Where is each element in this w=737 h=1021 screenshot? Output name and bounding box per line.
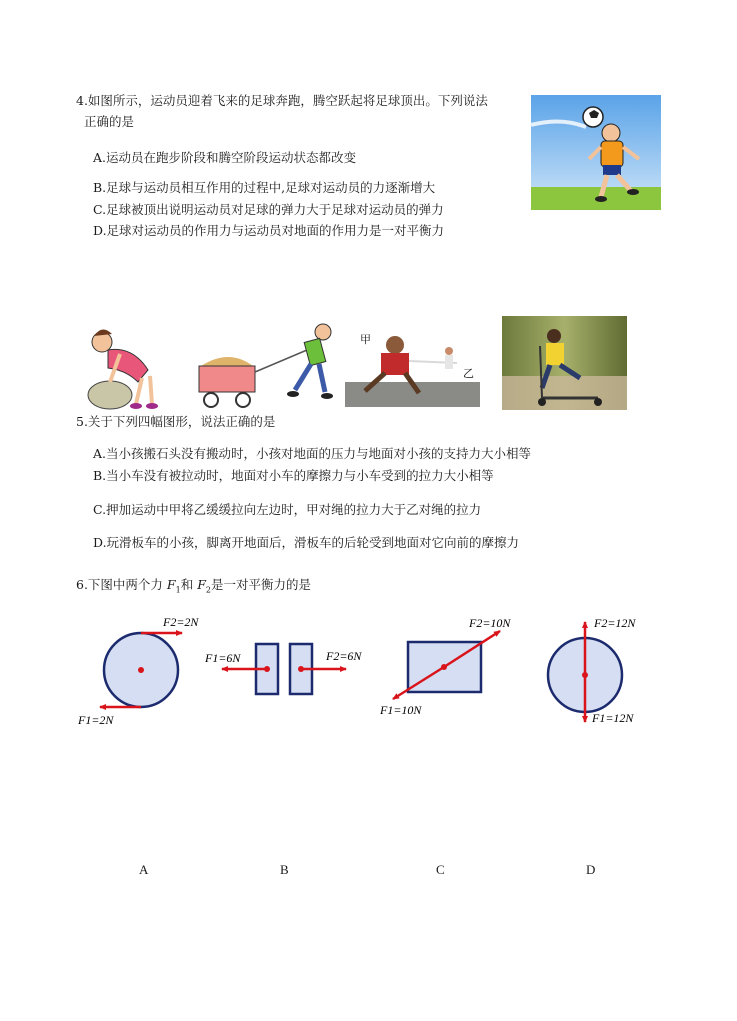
girl-lifting-stone-illustration [80, 320, 170, 412]
diagram-c-f2-label: F2=10N [469, 616, 511, 630]
q6-force-diagrams [0, 600, 737, 740]
boy-scooter-photo [502, 316, 627, 410]
diagram-b-f2-label: F2=6N [326, 649, 362, 663]
tug-label-jia: 甲 [360, 334, 371, 346]
q6-stem-f2: F [197, 577, 206, 592]
soccer-header-illustration [531, 95, 661, 210]
diagram-b [204, 644, 362, 694]
diagram-c-f1-label: F1=10N [380, 703, 422, 717]
tug-label-yi: 乙 [463, 368, 474, 380]
choice-label-a: A [139, 862, 149, 877]
q4-option-d: D.足球对运动员的作用力与运动员对地面的作用力是一对平衡力 [93, 223, 445, 238]
diagram-c [379, 616, 511, 717]
diagram-d-f2-label: F2=12N [594, 616, 636, 630]
q4-stem-line1: 4.如图所示，运动员迎着飞来的足球奔跑，腾空跃起将足球顶出。下列说法 [76, 93, 488, 108]
boy-pulling-cart-illustration [195, 320, 345, 412]
q6-stem: 6.下图中两个力 $F_1$和 $F_2$是一对平衡力的是 [76, 577, 311, 595]
diagram-a-f1-label: F1=2N [78, 713, 114, 727]
choice-label-d: D [586, 862, 596, 877]
q4-option-b: B.足球与运动员相互作用的过程中,足球对运动员的力逐渐增大 [93, 180, 436, 195]
diagram-d-f1-label: F1=12N [592, 711, 634, 725]
diagram-d [548, 616, 636, 725]
diagram-a-f2-label: F2=2N [163, 615, 199, 629]
q5-stem: 5.关于下列四幅图形，说法正确的是 [76, 414, 276, 429]
choice-label-b: B [280, 862, 289, 877]
q5-option-c: C.押加运动中甲将乙缓缓拉向左边时，甲对绳的拉力大于乙对绳的拉力 [93, 502, 482, 517]
q5-option-a: A.当小孩搬石头没有搬动时，小孩对地面的压力与地面对小孩的支持力大小相等 [93, 446, 532, 461]
q6-stem-f1: F [166, 577, 176, 592]
q4-option-a: A.运动员在跑步阶段和腾空阶段运动状态都改变 [93, 150, 357, 165]
q4-stem-line2: 正确的是 [84, 114, 135, 129]
diagram-a [77, 615, 199, 727]
q5-option-b: B.当小车没有被拉动时，地面对小车的摩擦力与小车受到的拉力大小相等 [93, 468, 494, 483]
choice-label-c: C [436, 862, 445, 877]
tug-of-war-photo [345, 327, 480, 407]
q4-option-c: C.足球被顶出说明运动员对足球的弹力大于足球对运动员的弹力 [93, 202, 444, 217]
q5-option-d: D.玩滑板车的小孩，脚离开地面后，滑板车的后轮受到地面对它向前的摩擦力 [93, 535, 520, 550]
diagram-b-f1-label: F1=6N [205, 651, 241, 665]
